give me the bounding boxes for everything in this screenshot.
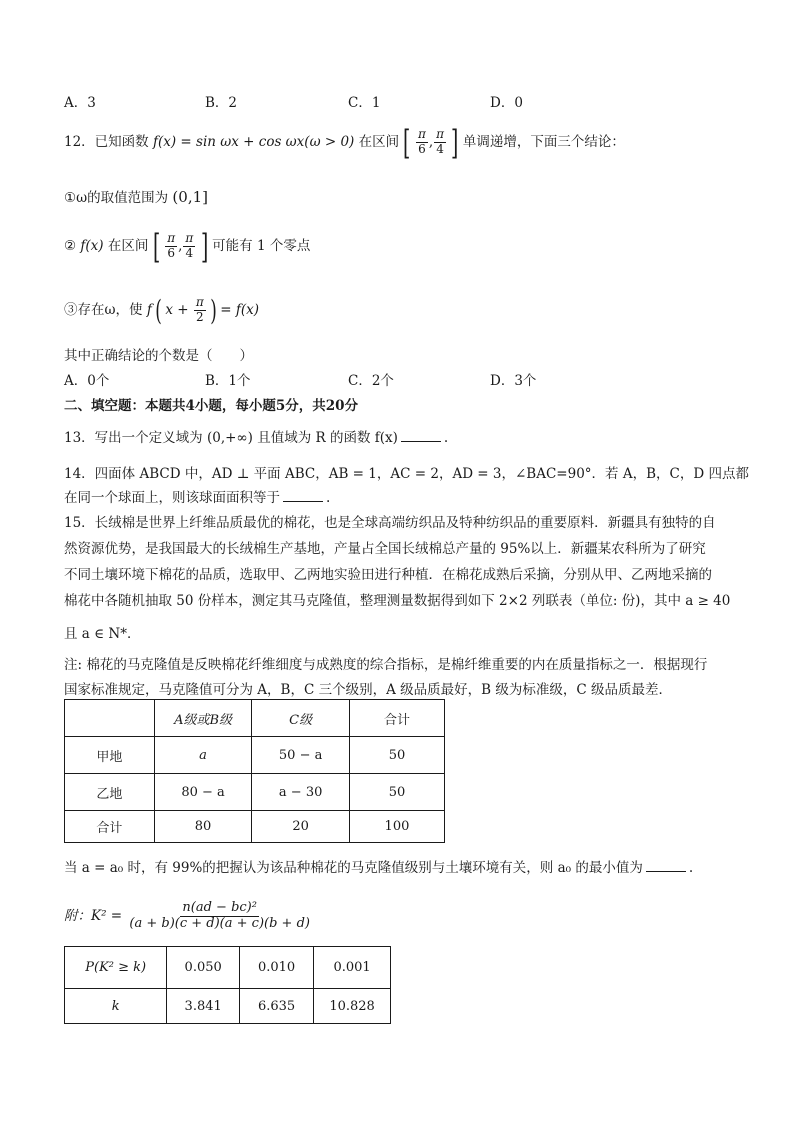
q14-line-1: 14．四面体 ABCD 中，AD ⊥ 平面 ABC，AB = 1，AC = 2，AD = 3，∠BAC=90°．若 A，B，C，D 四点都 bbox=[64, 466, 749, 482]
q15-question: 当 a = a₀ 时，有 99%的把握认为该品种棉花的马克隆值级别与土壤环境有关，则 a₀ 的最小值为 . bbox=[64, 860, 694, 876]
q12-prefix: 12．已知函数 bbox=[64, 134, 149, 150]
formula-numerator: n(ad − bc)² bbox=[182, 900, 257, 916]
q12-conclusion-3: ③存在ω，使 f ( x + $\frac{\pi}{2}$ ) = f(x) bbox=[64, 293, 260, 327]
table-cell: 0.001 bbox=[314, 947, 391, 989]
table-row bbox=[65, 811, 445, 843]
q15-note-2: 国家标准规定，马克隆值可分为 A，B，C 三个级别，A 级品质最好，B 级为标准级，C 级品质最差． bbox=[64, 682, 672, 698]
q11-option-a: A．3 bbox=[64, 95, 96, 111]
table-cell: 100 bbox=[349, 811, 444, 843]
q15-line-1: 15．长绒棉是世界上纤维品质最优的棉花，也是全球高端纺织品及特种纺织品的重要原料．新疆具有独特的自 bbox=[64, 515, 716, 531]
table-header-cell: 合计 bbox=[349, 700, 444, 737]
table-cell: 3.841 bbox=[167, 989, 239, 1024]
q12-conclusion-1: ①ω的取值范围为 (0,1] bbox=[64, 188, 208, 206]
table-cell: 80 bbox=[154, 811, 252, 843]
table-cell: 乙地 bbox=[65, 774, 155, 811]
table-cell: 0.010 bbox=[239, 947, 313, 989]
q15-answer-blank[interactable] bbox=[646, 859, 686, 872]
q12-option-a: A．0个 bbox=[64, 373, 110, 389]
q12-mid: 在区间 bbox=[358, 134, 400, 150]
q12-interval-left: $\frac{\pi}{6}$ bbox=[417, 127, 426, 156]
table-header-cell: A级或B级 bbox=[154, 700, 252, 737]
table-header-cell bbox=[65, 700, 155, 737]
q12-conclusion-2: ② f(x) 在区间 [ $\frac{\pi}{6}$ , $\frac{\pi}{4}$ ] 可能有 1 个零点 bbox=[64, 226, 311, 267]
table-row bbox=[65, 989, 391, 1024]
table-cell: 80 − a bbox=[154, 774, 252, 811]
table-cell: a − 30 bbox=[252, 774, 350, 811]
q15-line-4: 棉花中各随机抽取 50 份样本，测定其马克隆值，整理测量数据得到如下 2×2 列联表（单位: 份)，其中 a ≥ 40 bbox=[64, 593, 731, 609]
q11-option-c: C．1 bbox=[348, 95, 381, 111]
q12-option-c: C．2个 bbox=[348, 373, 394, 389]
q11-option-d: D．0 bbox=[490, 95, 523, 111]
q12-question: 其中正确结论的个数是（ ） bbox=[64, 348, 253, 364]
table-row bbox=[65, 737, 445, 774]
table-cell: k bbox=[65, 989, 167, 1024]
q11-option-b: B．2 bbox=[205, 95, 238, 111]
table-cell: P(K² ≥ k) bbox=[65, 947, 167, 989]
table-cell: a bbox=[154, 737, 252, 774]
table-header-row bbox=[65, 700, 445, 737]
table-cell: 50 bbox=[349, 737, 444, 774]
q14-answer-blank[interactable] bbox=[283, 489, 323, 502]
q12-function: f(x) = sin ωx + cos ωx(ω > 0) bbox=[152, 134, 355, 150]
table-row bbox=[65, 774, 445, 811]
formula-denominator: (a + b)(c + d)(a + c)(b + d) bbox=[129, 916, 310, 931]
q12-interval-right: $\frac{\pi}{4}$ bbox=[436, 127, 445, 156]
table-cell: 0.050 bbox=[167, 947, 239, 989]
table-header-cell: C级 bbox=[252, 700, 350, 737]
q15-line-5: 且 a ∈ N*． bbox=[64, 626, 141, 642]
table-cell: 50 bbox=[349, 774, 444, 811]
section-2-heading: 二、填空题：本题共4小题，每小题5分，共20分 bbox=[64, 398, 359, 414]
table-row bbox=[65, 947, 391, 989]
table-cell: 6.635 bbox=[239, 989, 313, 1024]
contingency-table bbox=[64, 699, 445, 843]
table-cell: 20 bbox=[252, 811, 350, 843]
q12-option-d: D．3个 bbox=[490, 373, 537, 389]
table-cell: 合计 bbox=[65, 811, 155, 843]
q15-note-1: 注: 棉花的马克隆值是反映棉花纤维细度与成熟度的综合指标，是棉纤维重要的内在质量指标之一．根据现行 bbox=[64, 657, 708, 673]
q15-line-2: 然资源优势，是我国最大的长绒棉生产基地，产量占全国长绒棉总产量的 95%以上．新疆某农科所为了研究 bbox=[64, 541, 706, 557]
q12-suffix: 单调递增，下面三个结论： bbox=[462, 134, 625, 150]
q12-stem: 12．已知函数 f(x) = sin ωx + cos ωx(ω > 0) 在区间 [ $\frac{\pi}{6}$ , $\frac{\pi}{4}$ ] 单调递增，下面三个结论： bbox=[64, 122, 625, 163]
table-cell: 10.828 bbox=[314, 989, 391, 1024]
table-cell: 50 − a bbox=[252, 737, 350, 774]
q13: 13．写出一个定义域为 (0,+∞) 且值域为 R 的函数 f(x) . bbox=[64, 430, 449, 446]
k-square-formula: 附：K² = $\frac{\text{n(ad − bc)²}}{(a + b)(c + d)(a + c)(b + d)}$ bbox=[64, 900, 310, 931]
table-cell: 甲地 bbox=[65, 737, 155, 774]
q13-answer-blank[interactable] bbox=[401, 429, 441, 442]
q15-line-3: 不同土壤环境下棉花的品质，选取甲、乙两地实验田进行种植．在棉花成熟后采摘，分别从甲、乙两地采摘的 bbox=[64, 567, 712, 583]
q14-line-2: 在同一个球面上，则该球面面积等于 . bbox=[64, 490, 331, 506]
q12-option-b: B．1个 bbox=[205, 373, 251, 389]
critical-value-table bbox=[64, 946, 391, 1024]
